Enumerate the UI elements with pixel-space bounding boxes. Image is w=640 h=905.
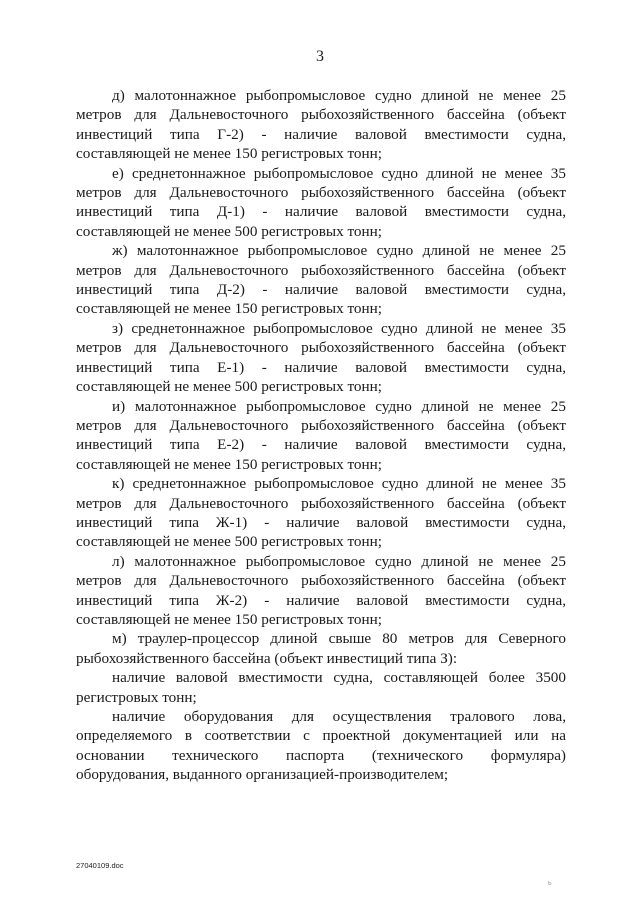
paragraph-e: е) среднетоннажное рыбопромысловое судно длиной не менее 35 метров для Дальневосточного рыбохозяйственного бассейна (объект инвестиций типа Д-1) - наличие валовой вместимости судна, составляющей не менее 500 регистровых тонн; <box>76 164 566 240</box>
paragraph-z: з) среднетоннажное рыбопромысловое судно длиной не менее 35 метров для Дальневосточного рыбохозяйственного бассейна (объект инвестиций типа Е-1) - наличие валовой вместимости судна, составляющей не менее 500 регистровых тонн; <box>76 319 566 396</box>
document-body <box>76 86 566 785</box>
paragraph-i: и) малотоннажное рыбопромысловое судно длиной не менее 25 метров для Дальневосточного рыбохозяйственного бассейна (объект инвестиций типа Е-2) - наличие валовой вместимости судна, составляющей не менее 150 регистровых тонн; <box>76 397 566 473</box>
paragraph-l: л) малотоннажное рыбопромысловое судно длиной не менее 25 метров для Дальневосточного рыбохозяйственного бассейна (объект инвестиций типа Ж-2) - наличие валовой вместимости судна, составляющей не менее 150 регистровых тонн; <box>76 552 566 628</box>
paragraph-m-trawl-equipment: наличие оборудования для осуществления тралового лова, определяемого в соответствии с проектной документацией или на основании технического паспорта (технического формуляра) оборудования, выданного организацией-производителем; <box>76 708 566 784</box>
paragraph-d: д) малотоннажное рыбопромысловое судно длиной не менее 25 метров для Дальневосточного рыбохозяйственного бассейна (объект инвестиций типа Г-2) - наличие валовой вместимости судна, составляющей не менее 150 регистровых тонн; <box>76 87 566 163</box>
paragraph-m-gross-tonnage: наличие валовой вместимости судна, составляющей более 3500 регистровых тонн; <box>76 669 566 706</box>
page-number: 3 <box>316 48 324 65</box>
paragraph-m: м) траулер-процессор длиной свыше 80 метров для Северного рыбохозяйственного бассейна (объект инвестиций типа З): <box>76 630 566 667</box>
paragraph-zh: ж) малотоннажное рыбопромысловое судно длиной не менее 25 метров для Дальневосточного рыбохозяйственного бассейна (объект инвестиций типа Д-2) - наличие валовой вместимости судна, составляющей не менее 150 регистровых тонн; <box>76 242 566 318</box>
paragraph-k: к) среднетоннажное рыбопромысловое судно длиной не менее 35 метров для Дальневосточного рыбохозяйственного бассейна (объект инвестиций типа Ж-1) - наличие валовой вместимости судна, составляющей не менее 500 регистровых тонн; <box>76 475 566 551</box>
scan-mark: ь <box>548 880 552 887</box>
document-file-code: 27040109.doc <box>76 861 124 870</box>
